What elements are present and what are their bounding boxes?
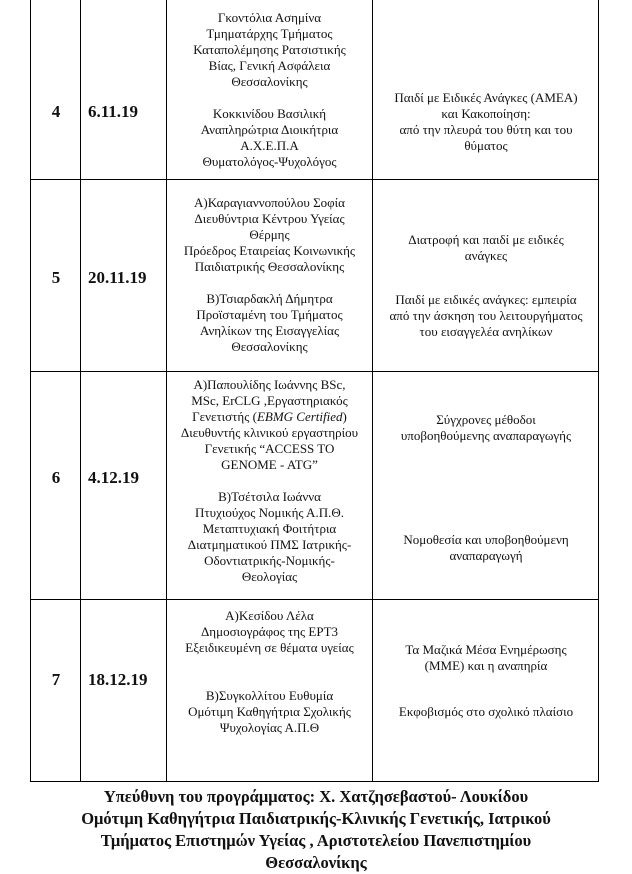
session-number: 6 (51, 468, 61, 487)
session-date: 20.11.19 (88, 268, 147, 287)
speaker-info: Α)Κεσίδου Λέλα Δημοσιογράφος της ΕΡΤ3 Εξειδικευμένη σε θέματα υγείας (185, 608, 354, 655)
footer-line: Θεσσαλονίκης (265, 853, 367, 872)
session-number: 5 (51, 268, 61, 287)
speaker-info: Κοκκινίδου Βασιλική Αναπληρώτρια Διοικήτρια Α.Χ.Ε.Π.Α Θυματολόγος-Ψυχολόγος (200, 106, 339, 169)
session-number: 7 (51, 670, 61, 689)
speaker-info: Γκοντόλια Ασημίνα Τμηματάρχης Τμήματος Καταπολέμησης Ρατσιστικής Βίας, Γενική Ασφάλεια Θεσσαλονίκης (193, 10, 346, 89)
session-topic: Εκφοβισμός στο σχολικό πλαίσιο (398, 704, 574, 719)
speaker-info: Β)Τσιαρδακλή Δήμητρα Προϊσταμένη του Τμήματος Ανηλίκων της Εισαγγελίας Θεσσαλονίκης (196, 291, 343, 354)
session-topic: Παιδί με ειδικές ανάγκες: εμπειρία από την άσκηση του λειτουργήματος του εισαγγελέα ανηλίκων (389, 292, 583, 339)
row-divider (31, 599, 598, 600)
speaker-info: Α)Καραγιαννοπούλου Σοφία Διευθύντρια Κέντρου Υγείας Θέρμης Πρόεδρος Εταιρείας Κοινωνικής Παιδιατρικής Θεσσαλονίκης (183, 195, 356, 274)
speaker-info: Β)Τσέτσιλα Ιωάννα Πτυχιούχος Νομικής Α.Π.Θ. Μεταπτυχιακή Φοιτήτρια Διατμηματικού ΠΜΣ Ιατρικής- Οδοντιατρικής-Νομικής- Θεολογίας (187, 489, 352, 584)
session-topic: Παιδί με Ειδικές Ανάγκες (ΑΜΕΑ) και Κακοποίηση: από την πλευρά του θύτη και του θύματος (394, 90, 578, 153)
session-topic: Τα Μαζικά Μέσα Ενημέρωσης (ΜΜΕ) και η αναπηρία (405, 642, 567, 673)
session-date: 6.11.19 (88, 102, 139, 121)
session-date: 18.12.19 (88, 670, 148, 689)
footer-line: Υπεύθυνη του προγράμματος: Χ. Χατζησεβαστού- Λουκίδου (103, 787, 529, 806)
row-divider (31, 371, 598, 372)
footer-line: Ομότιμη Καθηγήτρια Παιδιατρικής-Κλινικής Γενετικής, Ιατρικού (81, 809, 551, 828)
session-topic: Νομοθεσία και υποβοηθούμενη αναπαραγωγή (403, 532, 569, 563)
session-topic: Σύγχρονες μέθοδοι υποβοηθούμενης αναπαραγωγής (400, 412, 572, 443)
session-number: 4 (51, 102, 61, 121)
row-divider (31, 179, 598, 180)
session-topic: Διατροφή και παιδί με ειδικές ανάγκες (408, 232, 564, 263)
speaker-info: Β)Συγκολλίτου Ευθυμία Ομότιμη Καθηγήτρια Σχολικής Ψυχολογίας Α.Π.Θ (188, 688, 351, 735)
schedule-table (30, 0, 599, 782)
speaker-info: Α)Παπουλίδης Ιωάννης BSc, MSc, ErCLG ,Εργαστηριακός Γενετιστής (EBMG Certified) Διευθυντής κλινικού εργαστηρίου Γενετικής “ACCESS TO GENOME - ATG” (180, 377, 359, 472)
footer-line: Τμήματος Επιστημών Υγείας , Αριστοτελείου Πανεπιστημίου (100, 831, 532, 850)
session-date: 4.12.19 (88, 468, 139, 487)
